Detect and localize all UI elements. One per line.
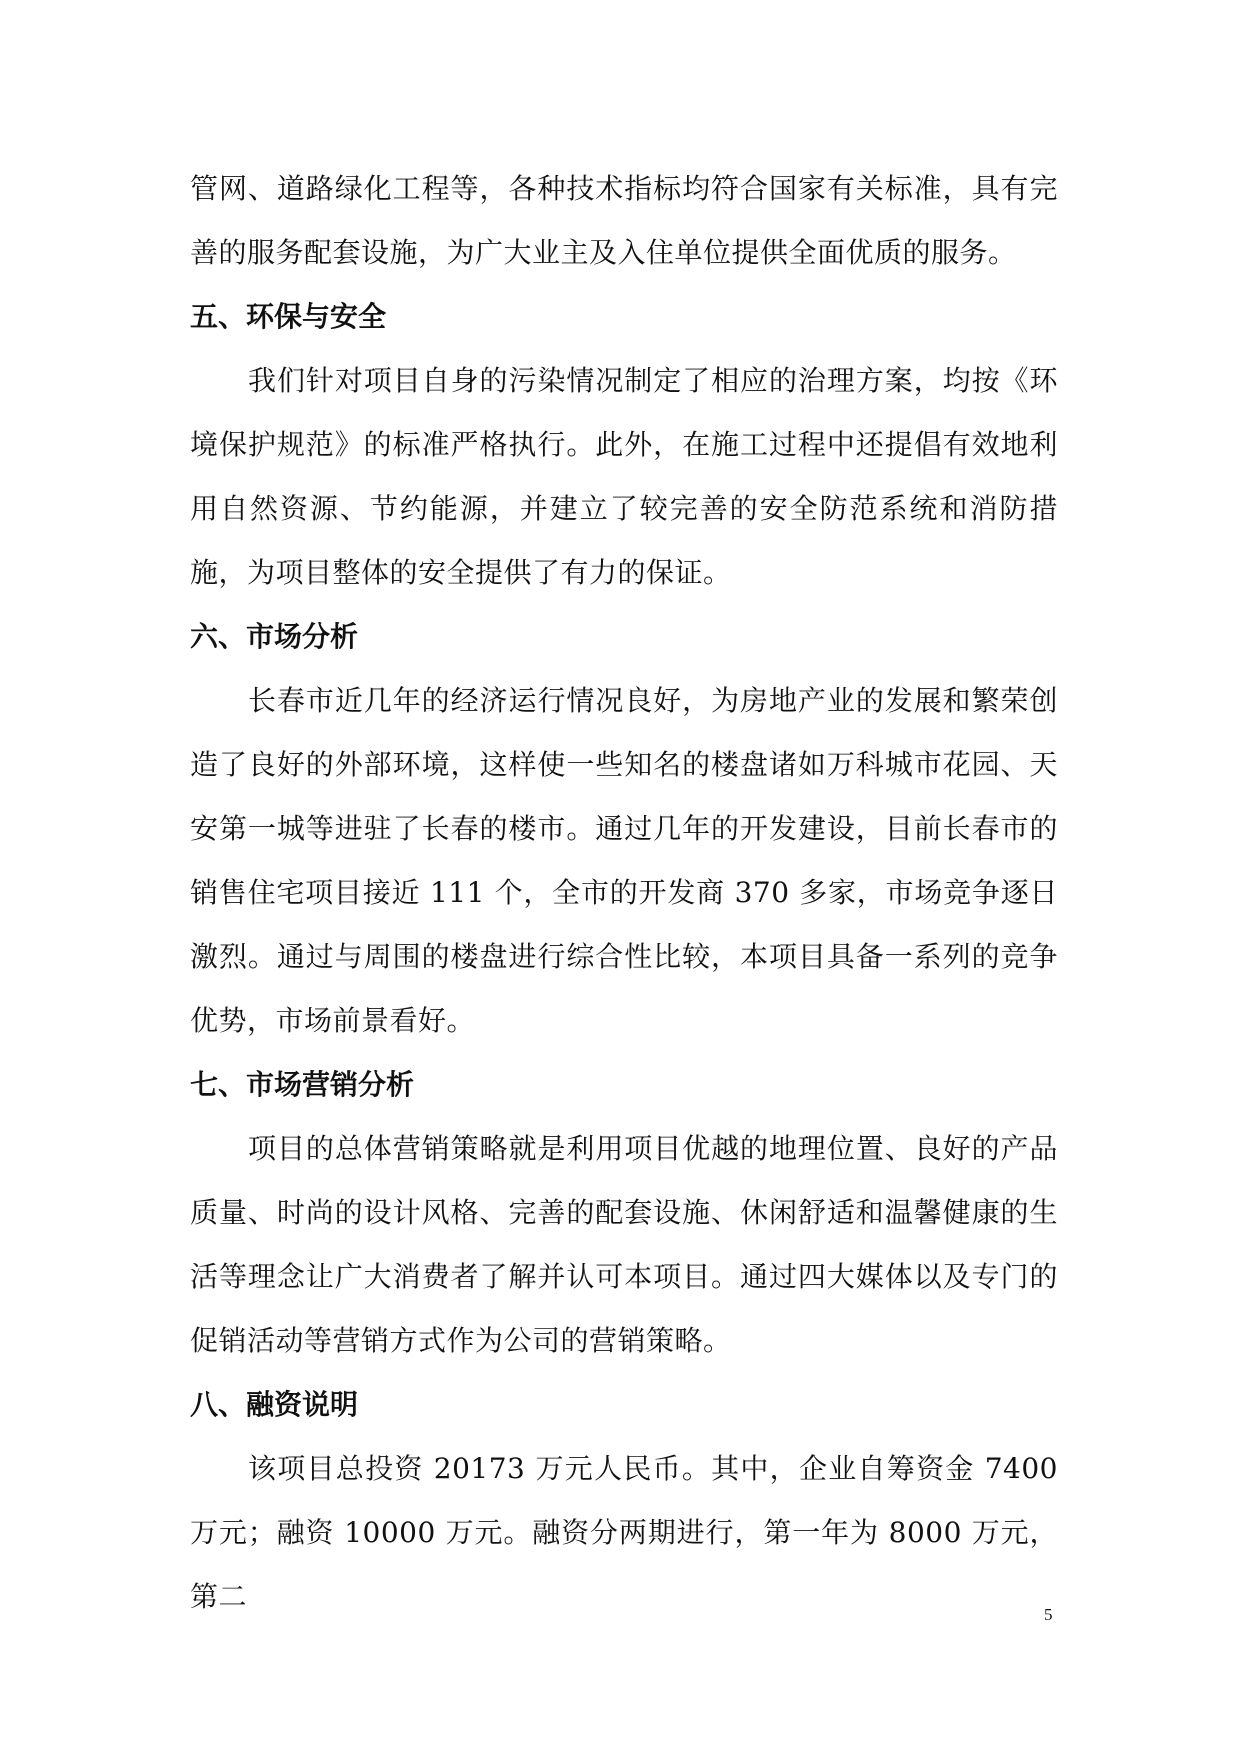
paragraph-continued: 管网、道路绿化工程等，各种技术指标均符合国家有关标准，具有完善的服务配套设施，为广大业主及入住单位提供全面优质的服务。	[190, 172, 1058, 269]
paragraph-environment-safety: 我们针对项目自身的污染情况制定了相应的治理方案，均按《环境保护规范》的标准严格执行。此外，在施工过程中还提倡有效地利用自然资源、节约能源，并建立了较完善的安全防范系统和消防措施，为项目整体的安全提供了有力的保证。	[190, 364, 1058, 589]
section-heading-financing: 八、融资说明	[190, 1388, 359, 1421]
page-number: 5	[1044, 1605, 1053, 1624]
document-body	[190, 157, 1058, 1629]
section-heading-market-analysis: 六、市场分析	[190, 620, 359, 653]
paragraph-marketing-analysis: 项目的总体营销策略就是利用项目优越的地理位置、良好的产品质量、时尚的设计风格、完善的配套设施、休闲舒适和温馨健康的生活等理念让广大消费者了解并认可本项目。通过四大媒体以及专门的促销活动等营销方式作为公司的营销策略。	[190, 1132, 1058, 1357]
section-heading-marketing-analysis: 七、市场营销分析	[190, 1068, 415, 1101]
section-heading-environment-safety: 五、环保与安全	[190, 300, 387, 333]
paragraph-market-analysis: 长春市近几年的经济运行情况良好，为房地产业的发展和繁荣创造了良好的外部环境，这样使一些知名的楼盘诸如万科城市花园、天安第一城等进驻了长春的楼市。通过几年的开发建设，目前长春市的销售住宅项目接近 111 个，全市的开发商 370 多家，市场竞争逐日激烈。通过与周围的楼盘进行综合性比较，本项目具备一系列的竞争优势，市场前景看好。	[190, 684, 1058, 1037]
paragraph-financing: 该项目总投资 20173 万元人民币。其中，企业自筹资金 7400 万元；融资 10000 万元。融资分两期进行，第一年为 8000 万元，第二	[190, 1452, 1058, 1613]
